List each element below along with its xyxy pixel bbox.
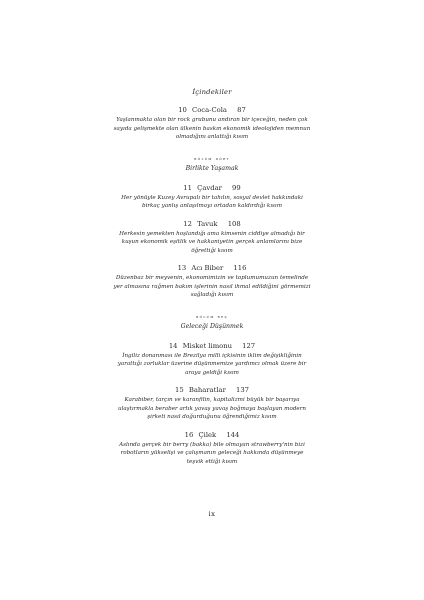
- chapter-title: Acı Biber: [191, 264, 224, 272]
- entry-heading: [112, 264, 312, 273]
- chapter-number: 13: [177, 264, 187, 272]
- part-title: Geleceği Düşünmek: [180, 322, 244, 330]
- page-folio: ix: [208, 510, 216, 518]
- chapter-description: Her yönüyle Kuzey Avrupalı bir tahılın, sosyal devlet hakkındaki birkaç yanlış anlaşılmayı ortadan kaldırdığı kısım: [121, 194, 303, 209]
- part-label: bölüm beş: [196, 314, 228, 320]
- toc-entry-10: [112, 106, 312, 142]
- chapter-description: İngiliz donanması ile Brezilya milli içkisinin iklim değişikliğinin yarattığı zorluklar üzerine düşünmemize yardımcı olmak üzere bir araya geldiği kısım: [117, 352, 307, 376]
- chapter-title: Çilek: [198, 430, 217, 439]
- chapter-title: Tavuk: [197, 219, 218, 228]
- entry-heading: [112, 386, 312, 395]
- entry-heading: [112, 106, 312, 115]
- page-number: 116: [233, 264, 247, 272]
- entry-heading: [112, 431, 312, 440]
- chapter-title: Baharatlar: [188, 386, 226, 394]
- toc-entry-16: [112, 431, 312, 467]
- entry-heading: [112, 220, 312, 229]
- chapter-number: 10: [178, 106, 187, 114]
- chapter-description: Karabiber, tarçın ve karanfilin, kapitalizmi büyük bir başarıya ulaştırmakla beraber artık yavaş yavaş boğmaya başlayan modern şirketi nasıl doğurduğunu öğrendiğimiz kısım: [117, 397, 307, 420]
- page-number: 87: [237, 106, 246, 114]
- toc-entry-14: [112, 342, 312, 378]
- chapter-number: 11: [183, 183, 192, 192]
- toc-entry-11: [112, 184, 312, 211]
- page-number: 99: [232, 183, 241, 192]
- toc-entry-13: [112, 264, 312, 300]
- chapter-title: Coca-Cola: [192, 106, 227, 114]
- part-label: bölüm dört: [194, 156, 230, 162]
- toc-entry-12: [112, 220, 312, 256]
- entry-heading: [112, 342, 312, 351]
- chapter-description: Aslında gerçek bir berry (bakka) bile olmayan strawberry'nin bizi robotların yükselişi ve çalışmanın geleceği hakkında düşünmeye teşvik ettiği kısım: [119, 441, 305, 465]
- chapter-number: 14: [168, 341, 178, 350]
- page-number: 108: [227, 219, 241, 228]
- chapter-title: Misket limonu: [182, 341, 232, 350]
- chapter-description: Düzenbaz bir meyvenin, ekonomimizin ve toplumumuzun temelinde yer almasına rağmen bakım işlerinin nasıl ihmal edildiğini görmemizi sağladığı kısım: [113, 275, 311, 298]
- chapter-number: 16: [184, 430, 194, 439]
- chapter-number: 12: [183, 219, 192, 228]
- toc-entry-15: [112, 386, 312, 422]
- entry-heading: [112, 184, 312, 193]
- part-header-4: [112, 156, 312, 173]
- part-header-5: [112, 314, 312, 331]
- chapter-description: Herkesin yemekten hoşlandığı ama kimsenin ciddiye almadığı bir kuşun ekonomik eşitlik ve hakkaniyetin gerçek anlamlarını bize öğrettiği kısım: [119, 230, 305, 254]
- chapter-description: Yaşlanmakta olan bir rock grubunu andıran bir içeceğin, neden çok sayıda gelişmekte olan ülkenin baskın ekonomik ideolojiden memnun olmadığını anlattığı kısım: [113, 117, 311, 140]
- table-of-contents: [112, 106, 312, 475]
- page-number: 127: [242, 341, 256, 350]
- chapter-title: Çavdar: [197, 183, 222, 192]
- page-number: 137: [236, 386, 249, 394]
- page-number: 144: [226, 430, 240, 439]
- toc-title: İçindekiler: [192, 88, 232, 96]
- chapter-number: 15: [175, 386, 184, 394]
- part-title: Birlikte Yaşamak: [185, 164, 239, 172]
